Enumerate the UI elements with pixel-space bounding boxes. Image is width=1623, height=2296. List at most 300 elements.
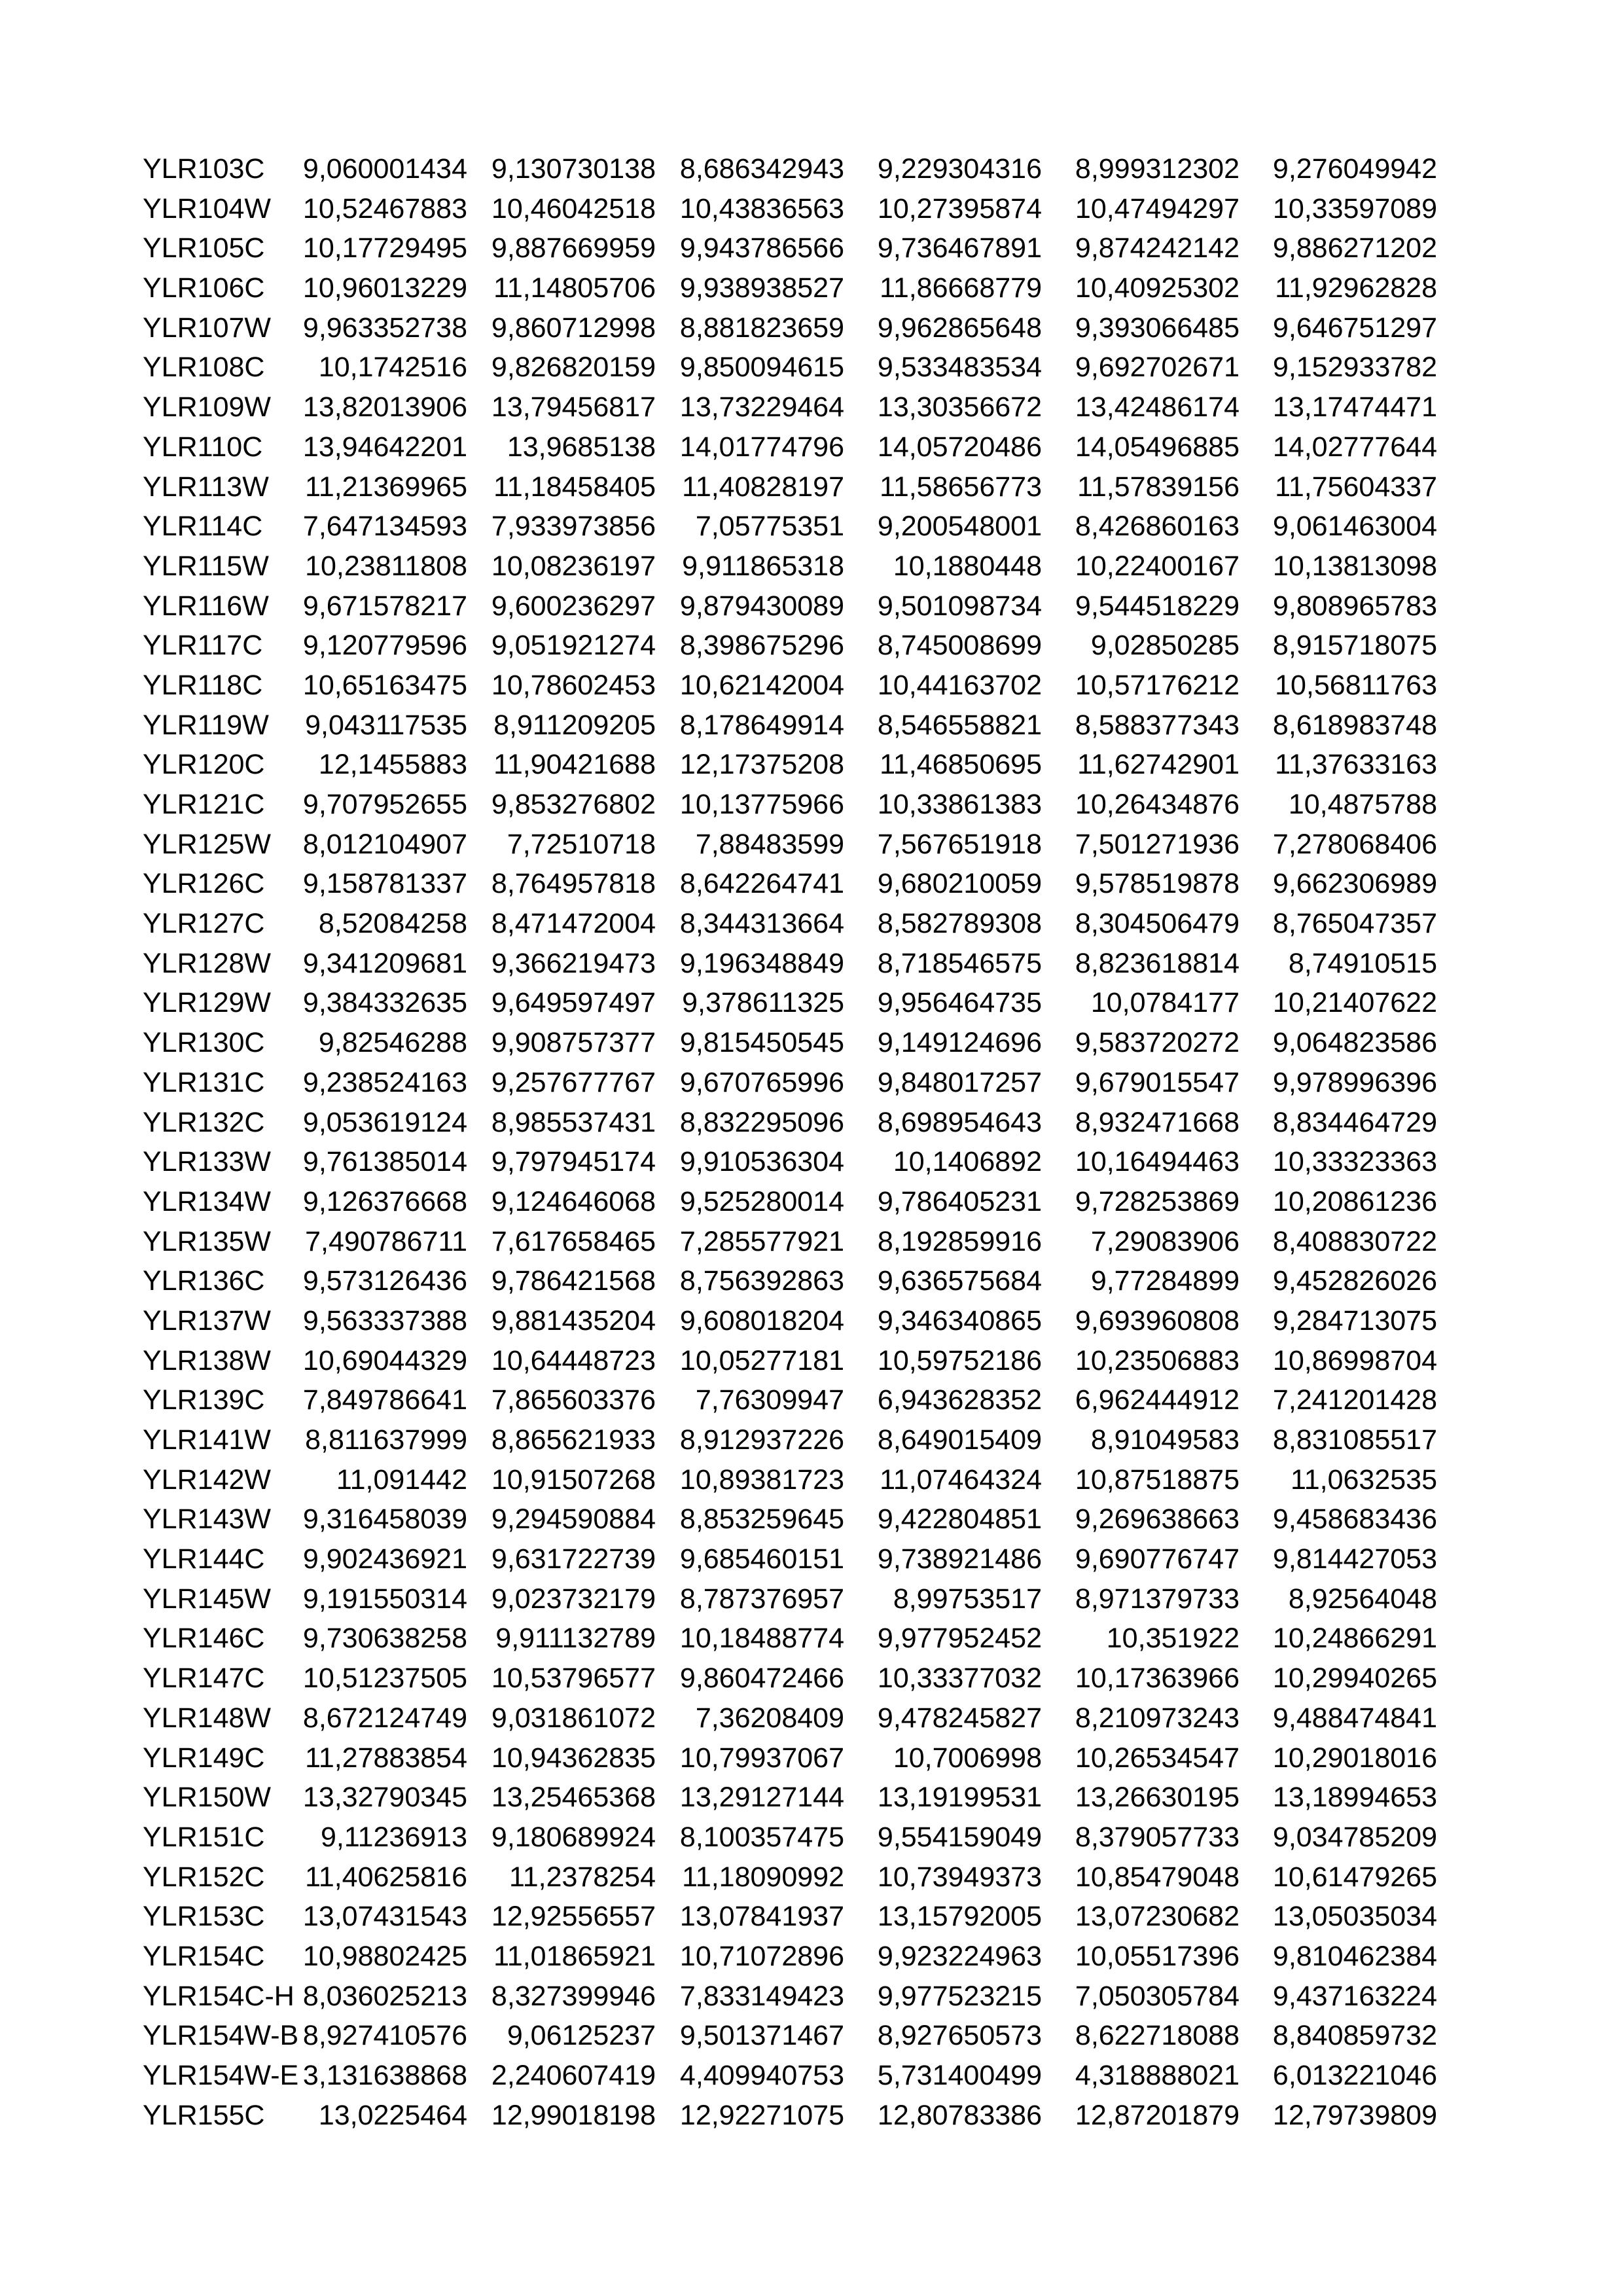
value-cell: 8,618983748: [1272, 709, 1437, 741]
value-cell: 10,57176212: [1075, 669, 1240, 701]
table-row: [0, 308, 1623, 348]
value-cell: 9,257677767: [491, 1066, 656, 1098]
value-cell: 9,02850285: [1090, 630, 1240, 662]
value-cell: 8,74910515: [1288, 947, 1437, 979]
value-cell: 10,13775966: [679, 789, 844, 820]
value-cell: 11,18090992: [682, 1861, 844, 1893]
value-cell: 9,923224963: [877, 1940, 1042, 1972]
value-cell: 13,0225464: [318, 2099, 467, 2131]
value-cell: 8,999312302: [1075, 153, 1240, 185]
gene-id-cell: YLR153C: [143, 1901, 265, 1933]
gene-id-cell: YLR106C: [143, 272, 265, 304]
gene-id-cell: YLR128W: [143, 947, 271, 979]
table-row: [0, 507, 1623, 547]
value-cell: 4,318888021: [1075, 2060, 1240, 2091]
value-cell: 9,680210059: [877, 868, 1042, 900]
value-cell: 9,269638663: [1075, 1503, 1240, 1535]
value-cell: 10,7006998: [893, 1742, 1042, 1774]
value-cell: 9,043117535: [305, 709, 467, 741]
value-cell: 11,40828197: [682, 471, 844, 503]
value-cell: 12,92271075: [679, 2099, 844, 2131]
value-cell: 7,285577921: [679, 1225, 844, 1257]
gene-id-cell: YLR108C: [143, 351, 265, 384]
value-cell: 9,662306989: [1272, 868, 1437, 900]
table-row: [0, 1579, 1623, 1619]
gene-id-cell: YLR119W: [143, 709, 269, 741]
value-cell: 10,71072896: [679, 1940, 844, 1972]
value-cell: 10,0784177: [1090, 987, 1240, 1019]
value-cell: 9,229304316: [877, 153, 1042, 185]
value-cell: 10,62142004: [679, 669, 844, 701]
value-cell: 8,853259645: [679, 1503, 844, 1535]
value-cell: 13,79456817: [491, 391, 656, 423]
gene-id-cell: YLR143W: [143, 1503, 271, 1535]
gene-id-cell: YLR133W: [143, 1146, 271, 1178]
value-cell: 10,91507268: [491, 1463, 656, 1496]
value-cell: 8,178649914: [679, 709, 844, 741]
value-cell: 8,811637999: [305, 1424, 467, 1456]
value-cell: 10,33377032: [877, 1662, 1042, 1695]
value-cell: 9,860712998: [491, 312, 656, 344]
value-cell: 11,07464324: [880, 1463, 1042, 1496]
table-row: [0, 1659, 1623, 1698]
gene-id-cell: YLR151C: [143, 1821, 265, 1853]
value-cell: 2,240607419: [491, 2060, 656, 2091]
gene-id-cell: YLR116W: [143, 590, 269, 622]
value-cell: 9,978996396: [1272, 1066, 1437, 1098]
value-cell: 9,911132789: [495, 1623, 656, 1655]
table-row: [0, 1261, 1623, 1301]
value-cell: 9,478245827: [877, 1702, 1042, 1734]
table-row: [0, 1142, 1623, 1182]
value-cell: 11,2378254: [509, 1861, 656, 1893]
value-cell: 9,583720272: [1075, 1027, 1240, 1059]
gene-id-cell: YLR147C: [143, 1662, 265, 1695]
value-cell: 11,57839156: [1077, 471, 1240, 503]
value-cell: 7,72510718: [507, 828, 656, 860]
value-cell: 10,40925302: [1075, 272, 1240, 304]
gene-id-cell: YLR114C: [143, 511, 263, 543]
value-cell: 9,685460151: [679, 1543, 844, 1575]
value-cell: 9,910536304: [679, 1146, 844, 1178]
value-cell: 11,75604337: [1275, 471, 1437, 503]
value-cell: 10,33861383: [877, 789, 1042, 820]
table-row: [0, 785, 1623, 825]
value-cell: 10,20861236: [1272, 1185, 1437, 1217]
value-cell: 13,9685138: [507, 431, 656, 463]
gene-id-cell: YLR150W: [143, 1782, 271, 1814]
value-cell: 10,46042518: [491, 192, 656, 224]
value-cell: 10,4875788: [1288, 789, 1437, 820]
value-cell: 9,707952655: [302, 789, 467, 820]
value-cell: 10,26434876: [1075, 789, 1240, 820]
value-cell: 13,82013906: [302, 391, 467, 423]
gene-id-cell: YLR127C: [143, 908, 265, 940]
gene-id-cell: YLR142W: [143, 1463, 271, 1496]
value-cell: 12,80783386: [877, 2099, 1042, 2131]
value-cell: 9,525280014: [679, 1185, 844, 1217]
value-cell: 9,786405231: [877, 1185, 1042, 1217]
value-cell: 8,304506479: [1075, 908, 1240, 940]
value-cell: 10,51237505: [302, 1662, 467, 1695]
value-cell: 12,1455883: [318, 749, 467, 781]
value-cell: 14,01774796: [679, 431, 844, 463]
value-cell: 10,05517396: [1075, 1940, 1240, 1972]
value-cell: 9,130730138: [491, 153, 656, 185]
value-cell: 9,554159049: [877, 1821, 1042, 1853]
value-cell: 10,86998704: [1272, 1344, 1437, 1376]
value-cell: 8,379057733: [1075, 1821, 1240, 1853]
table-row: [0, 1738, 1623, 1778]
gene-id-cell: YLR109W: [143, 391, 271, 423]
value-cell: 9,284713075: [1272, 1304, 1437, 1336]
value-cell: 7,278068406: [1272, 828, 1437, 860]
value-cell: 9,196348849: [679, 947, 844, 979]
gene-id-cell: YLR129W: [143, 987, 271, 1019]
value-cell: 10,78602453: [491, 669, 656, 701]
value-cell: 13,32790345: [302, 1782, 467, 1814]
gene-id-cell: YLR107W: [143, 312, 271, 344]
gene-id-cell: YLR131C: [143, 1066, 265, 1098]
table-row: [0, 348, 1623, 387]
table-row: [0, 1857, 1623, 1897]
value-cell: 11,40625816: [305, 1861, 467, 1893]
gene-id-cell: YLR134W: [143, 1185, 271, 1217]
value-cell: 9,060001434: [302, 153, 467, 185]
value-cell: 8,840859732: [1272, 2020, 1437, 2052]
value-cell: 12,92556557: [491, 1901, 656, 1933]
gene-id-cell: YLR154W-E: [143, 2060, 299, 2091]
spreadsheet-table: [0, 149, 1623, 2135]
value-cell: 10,47494297: [1075, 192, 1240, 224]
value-cell: 9,031861072: [491, 1702, 656, 1734]
value-cell: 8,756392863: [679, 1265, 844, 1297]
table-row: [0, 626, 1623, 666]
value-cell: 9,384332635: [302, 987, 467, 1019]
value-cell: 9,501098734: [877, 590, 1042, 622]
value-cell: 13,19199531: [877, 1782, 1042, 1814]
gene-id-cell: YLR154W-B: [143, 2020, 299, 2052]
value-cell: 10,73949373: [877, 1861, 1042, 1893]
table-row: [0, 1698, 1623, 1738]
value-cell: 10,13813098: [1272, 550, 1437, 582]
table-row: [0, 1341, 1623, 1381]
value-cell: 8,52084258: [318, 908, 467, 940]
value-cell: 6,013221046: [1272, 2060, 1437, 2091]
value-cell: 11,58656773: [880, 471, 1042, 503]
gene-id-cell: YLR126C: [143, 868, 265, 900]
gene-id-cell: YLR146C: [143, 1623, 265, 1655]
table-row: [0, 2016, 1623, 2056]
value-cell: 8,764957818: [491, 868, 656, 900]
value-cell: 9,881435204: [491, 1304, 656, 1336]
value-cell: 9,82546288: [318, 1027, 467, 1059]
value-cell: 8,344313664: [679, 908, 844, 940]
value-cell: 10,351922: [1106, 1623, 1240, 1655]
value-cell: 8,91049583: [1090, 1424, 1240, 1456]
value-cell: 11,091442: [336, 1463, 467, 1496]
value-cell: 10,59752186: [877, 1344, 1042, 1376]
value-cell: 11,46850695: [880, 749, 1042, 781]
table-row: [0, 1460, 1623, 1500]
value-cell: 8,832295096: [679, 1106, 844, 1138]
value-cell: 7,36208409: [695, 1702, 844, 1734]
value-cell: 7,617658465: [491, 1225, 656, 1257]
value-cell: 5,731400499: [877, 2060, 1042, 2091]
gene-id-cell: YLR135W: [143, 1225, 271, 1257]
value-cell: 9,126376668: [302, 1185, 467, 1217]
table-row: [0, 1539, 1623, 1579]
value-cell: 8,932471668: [1075, 1106, 1240, 1138]
value-cell: 9,422804851: [877, 1503, 1042, 1535]
value-cell: 8,327399946: [491, 1980, 656, 2012]
value-cell: 8,672124749: [302, 1702, 467, 1734]
value-cell: 7,241201428: [1272, 1384, 1437, 1416]
value-cell: 7,833149423: [679, 1980, 844, 2012]
gene-id-cell: YLR137W: [143, 1304, 271, 1336]
value-cell: 9,152933782: [1272, 351, 1437, 384]
value-cell: 13,26630195: [1075, 1782, 1240, 1814]
table-row: [0, 2056, 1623, 2096]
gene-id-cell: YLR113W: [143, 471, 269, 503]
value-cell: 3,131638868: [302, 2060, 467, 2091]
value-cell: 10,29940265: [1272, 1662, 1437, 1695]
value-cell: 8,823618814: [1075, 947, 1240, 979]
value-cell: 13,07841937: [679, 1901, 844, 1933]
value-cell: 8,649015409: [877, 1424, 1042, 1456]
value-cell: 10,05277181: [679, 1344, 844, 1376]
table-row: [0, 1103, 1623, 1143]
table-row: [0, 189, 1623, 229]
value-cell: 9,736467891: [877, 232, 1042, 264]
value-cell: 8,985537431: [491, 1106, 656, 1138]
value-cell: 9,977523215: [877, 1980, 1042, 2012]
table-row: [0, 706, 1623, 745]
value-cell: 9,631722739: [491, 1543, 656, 1575]
value-cell: 10,65163475: [302, 669, 467, 701]
value-cell: 8,582789308: [877, 908, 1042, 940]
value-cell: 8,398675296: [679, 630, 844, 662]
gene-id-cell: YLR130C: [143, 1027, 265, 1059]
value-cell: 8,698954643: [877, 1106, 1042, 1138]
value-cell: 8,718546575: [877, 947, 1042, 979]
table-row: [0, 1619, 1623, 1659]
gene-id-cell: YLR141W: [143, 1424, 271, 1456]
gene-id-cell: YLR132C: [143, 1106, 265, 1138]
value-cell: 8,426860163: [1075, 511, 1240, 543]
value-cell: 9,815450545: [679, 1027, 844, 1059]
value-cell: 10,89381723: [679, 1463, 844, 1496]
value-cell: 10,33597089: [1272, 192, 1437, 224]
value-cell: 9,238524163: [302, 1066, 467, 1098]
value-cell: 9,902436921: [302, 1543, 467, 1575]
value-cell: 10,43836563: [679, 192, 844, 224]
value-cell: 9,761385014: [302, 1146, 467, 1178]
value-cell: 10,21407622: [1272, 987, 1437, 1019]
value-cell: 9,963352738: [302, 312, 467, 344]
value-cell: 10,61479265: [1272, 1861, 1437, 1893]
value-cell: 10,17729495: [302, 232, 467, 264]
value-cell: 7,88483599: [695, 828, 844, 860]
value-cell: 9,120779596: [302, 630, 467, 662]
table-row: [0, 268, 1623, 308]
value-cell: 9,860472466: [679, 1662, 844, 1695]
value-cell: 9,608018204: [679, 1304, 844, 1336]
table-row: [0, 745, 1623, 785]
value-cell: 9,730638258: [302, 1623, 467, 1655]
value-cell: 9,191550314: [302, 1583, 467, 1615]
value-cell: 10,29018016: [1272, 1742, 1437, 1774]
gene-id-cell: YLR118C: [143, 669, 263, 701]
value-cell: 10,69044329: [302, 1344, 467, 1376]
value-cell: 8,745008699: [877, 630, 1042, 662]
gene-id-cell: YLR149C: [143, 1742, 265, 1774]
value-cell: 10,08236197: [491, 550, 656, 582]
value-cell: 8,642264741: [679, 868, 844, 900]
value-cell: 10,85479048: [1075, 1861, 1240, 1893]
value-cell: 9,826820159: [491, 351, 656, 384]
value-cell: 14,05496885: [1075, 431, 1240, 463]
value-cell: 11,14805706: [493, 272, 656, 304]
value-cell: 10,94362835: [491, 1742, 656, 1774]
table-row: [0, 586, 1623, 626]
value-cell: 10,17363966: [1075, 1662, 1240, 1695]
value-cell: 9,488474841: [1272, 1702, 1437, 1734]
table-row: [0, 904, 1623, 944]
value-cell: 10,1742516: [318, 351, 467, 384]
value-cell: 9,034785209: [1272, 1821, 1437, 1853]
value-cell: 10,26534547: [1075, 1742, 1240, 1774]
value-cell: 9,962865648: [877, 312, 1042, 344]
table-row: [0, 149, 1623, 189]
value-cell: 8,881823659: [679, 312, 844, 344]
value-cell: 8,622718088: [1075, 2020, 1240, 2052]
value-cell: 11,18458405: [493, 471, 656, 503]
value-cell: 7,647134593: [302, 511, 467, 543]
value-cell: 8,408830722: [1272, 1225, 1437, 1257]
value-cell: 9,77284899: [1090, 1265, 1240, 1297]
value-cell: 13,25465368: [491, 1782, 656, 1814]
value-cell: 8,787376957: [679, 1583, 844, 1615]
value-cell: 8,865621933: [491, 1424, 656, 1456]
table-row: [0, 1977, 1623, 2017]
value-cell: 9,06125237: [507, 2020, 656, 2052]
value-cell: 8,765047357: [1272, 908, 1437, 940]
value-cell: 9,346340865: [877, 1304, 1042, 1336]
value-cell: 9,786421568: [491, 1265, 656, 1297]
value-cell: 13,94642201: [302, 431, 467, 463]
value-cell: 10,1406892: [893, 1146, 1042, 1178]
value-cell: 9,977952452: [877, 1623, 1042, 1655]
value-cell: 12,99018198: [491, 2099, 656, 2131]
value-cell: 9,458683436: [1272, 1503, 1437, 1535]
value-cell: 9,938938527: [679, 272, 844, 304]
table-row: [0, 1182, 1623, 1222]
gene-id-cell: YLR136C: [143, 1265, 265, 1297]
value-cell: 9,544518229: [1075, 590, 1240, 622]
value-cell: 9,533483534: [877, 351, 1042, 384]
value-cell: 9,452826026: [1272, 1265, 1437, 1297]
value-cell: 10,33323363: [1272, 1146, 1437, 1178]
value-cell: 9,692702671: [1075, 351, 1240, 384]
value-cell: 13,42486174: [1075, 391, 1240, 423]
value-cell: 9,124646068: [491, 1185, 656, 1217]
value-cell: 11,0632535: [1291, 1463, 1437, 1496]
value-cell: 9,180689924: [491, 1821, 656, 1853]
value-cell: 9,848017257: [877, 1066, 1042, 1098]
value-cell: 7,76309947: [695, 1384, 844, 1416]
value-cell: 14,02777644: [1272, 431, 1437, 463]
value-cell: 9,874242142: [1075, 232, 1240, 264]
value-cell: 7,567651918: [877, 828, 1042, 860]
value-cell: 13,07230682: [1075, 1901, 1240, 1933]
value-cell: 13,73229464: [679, 391, 844, 423]
gene-id-cell: YLR154C: [143, 1940, 265, 1972]
gene-id-cell: YLR148W: [143, 1702, 271, 1734]
value-cell: 8,192859916: [877, 1225, 1042, 1257]
value-cell: 6,943628352: [877, 1384, 1042, 1416]
value-cell: 11,90421688: [493, 749, 656, 781]
value-cell: 8,471472004: [491, 908, 656, 940]
value-cell: 13,18994653: [1272, 1782, 1437, 1814]
value-cell: 7,501271936: [1075, 828, 1240, 860]
value-cell: 8,927410576: [302, 2020, 467, 2052]
gene-id-cell: YLR110C: [143, 431, 263, 463]
gene-id-cell: YLR155C: [143, 2099, 265, 2131]
value-cell: 9,023732179: [491, 1583, 656, 1615]
gene-id-cell: YLR152C: [143, 1861, 265, 1893]
value-cell: 7,050305784: [1075, 1980, 1240, 2012]
value-cell: 10,87518875: [1075, 1463, 1240, 1496]
value-cell: 9,911865318: [682, 550, 844, 582]
value-cell: 9,11236913: [321, 1821, 467, 1853]
value-cell: 8,911209205: [493, 709, 656, 741]
value-cell: 7,05775351: [695, 511, 844, 543]
value-cell: 9,887669959: [491, 232, 656, 264]
table-row: [0, 1499, 1623, 1539]
value-cell: 8,971379733: [1075, 1583, 1240, 1615]
table-row: [0, 1222, 1623, 1262]
value-cell: 11,92962828: [1275, 272, 1437, 304]
value-cell: 12,17375208: [679, 749, 844, 781]
table-row: [0, 864, 1623, 904]
value-cell: 9,158781337: [302, 868, 467, 900]
value-cell: 9,366219473: [491, 947, 656, 979]
value-cell: 9,670765996: [679, 1066, 844, 1098]
value-cell: 9,636575684: [877, 1265, 1042, 1297]
table-row: [0, 427, 1623, 467]
value-cell: 8,588377343: [1075, 709, 1240, 741]
table-row: [0, 1937, 1623, 1977]
value-cell: 10,64448723: [491, 1344, 656, 1376]
value-cell: 9,341209681: [302, 947, 467, 979]
value-cell: 9,276049942: [1272, 153, 1437, 185]
gene-id-cell: YLR121C: [143, 789, 265, 820]
table-row: [0, 666, 1623, 706]
value-cell: 9,064823586: [1272, 1027, 1437, 1059]
gene-id-cell: YLR138W: [143, 1344, 271, 1376]
value-cell: 9,393066485: [1075, 312, 1240, 344]
value-cell: 9,956464735: [877, 987, 1042, 1019]
value-cell: 9,573126436: [302, 1265, 467, 1297]
table-row: [0, 983, 1623, 1023]
table-row: [0, 2096, 1623, 2136]
value-cell: 9,908757377: [491, 1027, 656, 1059]
value-cell: 10,27395874: [877, 192, 1042, 224]
gene-id-cell: YLR154C-H: [143, 1980, 294, 2012]
value-cell: 11,21369965: [305, 471, 467, 503]
value-cell: 4,409940753: [679, 2060, 844, 2091]
